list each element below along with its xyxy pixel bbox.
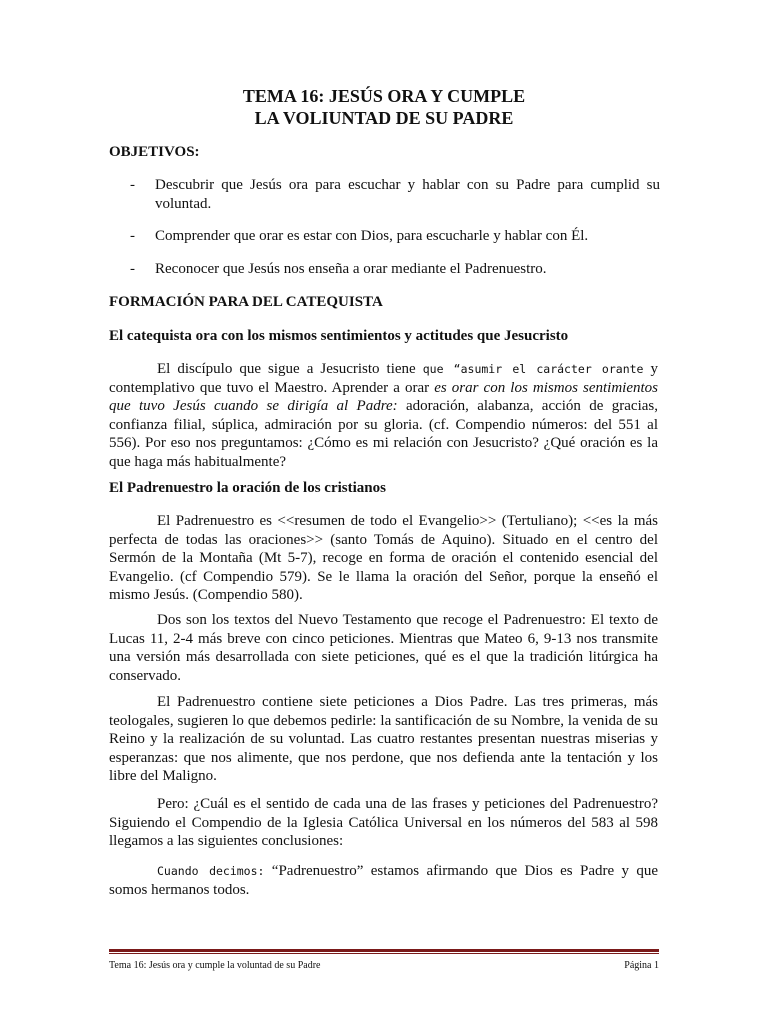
document-title bbox=[0, 85, 768, 129]
objetivo-text-3: Reconocer que Jesús nos enseña a orar mediante el Padrenuestro. bbox=[155, 261, 547, 277]
p1-part-c: y contemplativo que tuvo el Maestro. Aprender a orar bbox=[109, 361, 658, 396]
paragraph-textos: Dos son los textos del Nuevo Testamento que recoge el Padrenuestro: El texto de Lucas 11, 2-4 más breve con cinco peticiones. Mientras que Mateo 6, 9-13 nos transmite una versión más desarrollada con siete peticiones, qué es el que la tradición litúrgica ha conservado. bbox=[109, 612, 658, 684]
paragraph-peticiones: El Padrenuestro contiene siete peticiones a Dios Padre. Las tres primeras, más teologales, sugieren lo que debemos pedirle: la santificación de su Nombre, la venida de su Reino y la realización de su voluntad. Las cuatro restantes presentan nuestras miserias y esperanzas: que nos alimente, que nos perdone, que nos defienda ante la tentación y los libre del Maligno. bbox=[109, 694, 658, 784]
objetivo-text-2: Comprender que orar es estar con Dios, para escucharle y hablar con Él. bbox=[155, 228, 589, 244]
objetivo-text-1: Descubrir que Jesús ora para escuchar y hablar con su Padre para cumplid su voluntad. bbox=[155, 177, 660, 212]
p1-part-a: El discípulo que sigue a Jesucristo tiene bbox=[157, 361, 423, 377]
footer-rule-thin bbox=[109, 953, 659, 954]
bullet-dash: - bbox=[130, 177, 135, 193]
bullet-dash: - bbox=[130, 228, 135, 244]
p1-part-d-italic: es orar con los mismos sentimientos que tuvo Jesús cuando se dirigía al Padre: bbox=[109, 379, 658, 414]
objetivos-heading: OBJETIVOS: bbox=[109, 144, 200, 160]
p1-part-e: adoración, alabanza, acción de gracias, confianza filial, súplica, admiración por su gloria. (cf. Compendio números: del 551 al 556). Por eso nos preguntamos: ¿Cómo es mi relación con Jesucristo? ¿Qué oración es la que haga más habitualmente? bbox=[109, 398, 658, 470]
p1-part-b: que “asumir el carácter orante bbox=[422, 362, 644, 376]
bullet-dash: - bbox=[130, 261, 135, 277]
paragraph-padrenuestro-resumen: El Padrenuestro es <<resumen de todo el Evangelio>> (Tertuliano); <<es la más perfecta de todas las oraciones>> (santo Tomás de Aquino). Situado en el centro del Sermón de la Montaña (Mt 5-7), recoge en forma de oración el contenido esencial del Evangelio. (cf Compendio 579). Se le llama la oración del Señor, porque la enseñó el mismo Jesús. (Compendio 580). bbox=[109, 513, 658, 603]
footer-rule-thick bbox=[109, 949, 659, 952]
p6-part-b: “Padrenuestro” estamos afirmando que Dios es Padre y que somos hermanos todos. bbox=[109, 863, 658, 898]
paragraph-sentido: Pero: ¿Cuál es el sentido de cada una de las frases y peticiones del Padrenuestro? Siguiendo el Compendio de la Iglesia Católica Universal en los números del 583 al 598 llegamos a las siguientes conclusiones: bbox=[109, 796, 658, 849]
footer-title: Tema 16: Jesús ora y cumple la voluntad de su Padre bbox=[109, 960, 321, 971]
subheading-padrenuestro: El Padrenuestro la oración de los cristianos bbox=[109, 480, 386, 496]
footer-page-number: Página 1 bbox=[624, 960, 659, 971]
title-line-1: TEMA 16: JESÚS ORA Y CUMPLE bbox=[242, 86, 526, 106]
paragraph-cuando-decimos bbox=[109, 862, 658, 899]
paragraph-discipulo bbox=[109, 360, 658, 471]
p6-part-a: Cuando decimos: bbox=[157, 864, 265, 878]
subheading-catequista: El catequista ora con los mismos sentimientos y actitudes que Jesucristo bbox=[109, 328, 569, 344]
formacion-heading: FORMACIÓN PARA DEL CATEQUISTA bbox=[109, 294, 383, 310]
title-line-2: LA VOLIUNTAD DE SU PADRE bbox=[254, 108, 514, 128]
